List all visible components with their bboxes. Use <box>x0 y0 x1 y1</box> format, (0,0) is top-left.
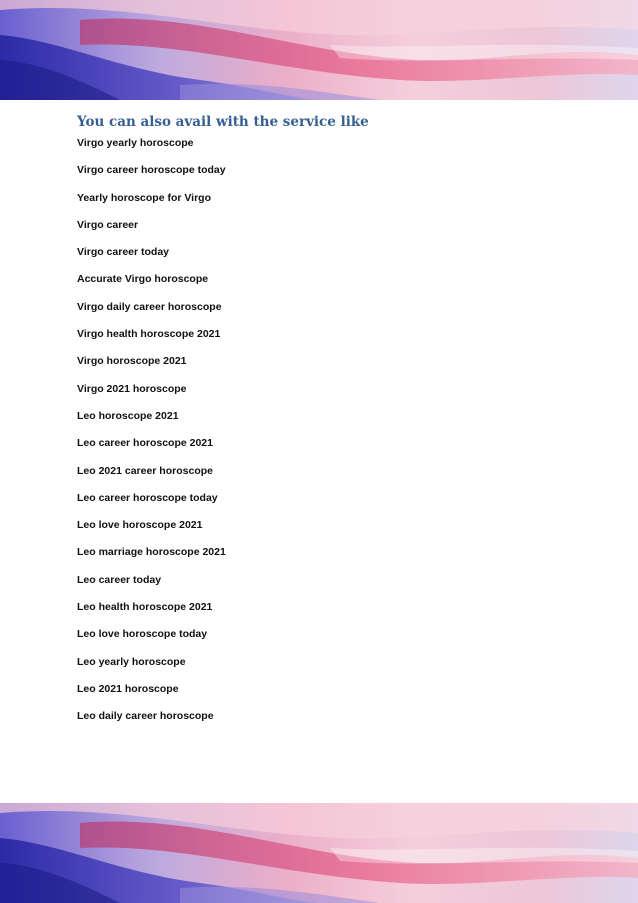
list-item: Leo marriage horoscope 2021 <box>77 546 226 559</box>
list-item: Virgo 2021 horoscope <box>77 382 187 395</box>
list-item: Leo 2021 career horoscope <box>77 464 213 477</box>
header-banner <box>0 0 638 100</box>
list-item: Yearly horoscope for Virgo <box>77 191 212 204</box>
section-heading: You can also avail with the service like <box>77 114 369 130</box>
list-item: Virgo career <box>77 218 139 231</box>
list-item: Leo love horoscope today <box>77 628 208 641</box>
list-item: Leo career horoscope today <box>77 491 218 504</box>
list-item: Leo love horoscope 2021 <box>77 519 203 532</box>
list-item: Virgo career horoscope today <box>77 164 226 177</box>
list-item: Leo health horoscope 2021 <box>77 601 213 614</box>
list-item: Leo career today <box>77 573 162 586</box>
list-item: Leo horoscope 2021 <box>77 409 179 422</box>
list-item: Accurate Virgo horoscope <box>77 273 209 286</box>
list-item: Virgo daily career horoscope <box>77 300 222 313</box>
header-banner-art <box>0 0 638 100</box>
list-item: Virgo yearly horoscope <box>77 137 194 149</box>
list-item: Virgo horoscope 2021 <box>77 355 187 368</box>
list-item: Leo yearly horoscope <box>77 655 186 668</box>
list-item: Leo career horoscope 2021 <box>77 437 213 450</box>
list-item: Leo 2021 horoscope <box>77 682 179 695</box>
list-item: Virgo career today <box>77 246 170 259</box>
list-item: Leo daily career horoscope <box>77 710 214 723</box>
footer-banner-art <box>0 803 638 903</box>
service-list <box>77 137 226 738</box>
footer-banner <box>0 803 638 903</box>
list-item: Virgo health horoscope 2021 <box>77 328 221 341</box>
